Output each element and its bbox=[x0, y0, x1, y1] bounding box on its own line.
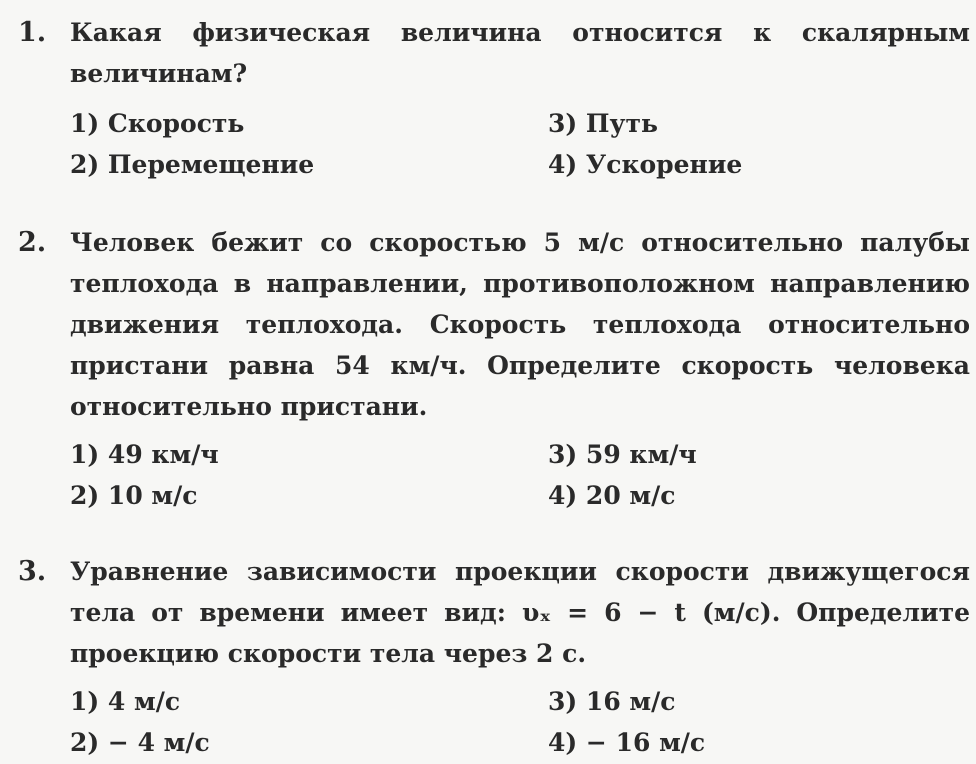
answer-option: 3) 16 м/с bbox=[548, 687, 676, 716]
answer-option: 2) − 4 м/с bbox=[70, 728, 210, 757]
question-text-line: движения теплохода. Скорость теплохода относительно bbox=[70, 310, 970, 339]
answer-option: 4) Ускорение bbox=[548, 150, 743, 179]
question-number: 1. bbox=[18, 17, 47, 48]
answer-option: 4) − 16 м/с bbox=[548, 728, 706, 757]
question-text-line: относительно пристани. bbox=[70, 392, 428, 421]
answer-option: 1) Скорость bbox=[70, 109, 245, 138]
question-text-line: тела от времени имеет вид: υₓ = 6 − t (м/с). Определите bbox=[70, 598, 970, 627]
question-text-line: Человек бежит со скоростью 5 м/с относительно палубы bbox=[70, 228, 970, 257]
question-text-line: теплохода в направлении, противоположном направлению bbox=[70, 269, 970, 298]
question-text-line: проекцию скорости тела через 2 с. bbox=[70, 639, 587, 668]
answer-option: 2) Перемещение bbox=[70, 150, 315, 179]
answer-option: 4) 20 м/с bbox=[548, 481, 676, 510]
answer-option: 1) 49 км/ч bbox=[70, 440, 219, 469]
question-text-line: Уравнение зависимости проекции скорости движущегося bbox=[70, 557, 970, 586]
question-text-line: Какая физическая величина относится к скалярным bbox=[70, 18, 970, 47]
answer-option: 2) 10 м/с bbox=[70, 481, 198, 510]
question-text-line: пристани равна 54 км/ч. Определите скорость человека bbox=[70, 351, 970, 380]
question-number: 2. bbox=[18, 227, 47, 258]
answer-option: 1) 4 м/с bbox=[70, 687, 181, 716]
question-text-line: величинам? bbox=[70, 59, 248, 88]
answer-option: 3) Путь bbox=[548, 109, 658, 138]
answer-option: 3) 59 км/ч bbox=[548, 440, 697, 469]
question-number: 3. bbox=[18, 556, 47, 587]
